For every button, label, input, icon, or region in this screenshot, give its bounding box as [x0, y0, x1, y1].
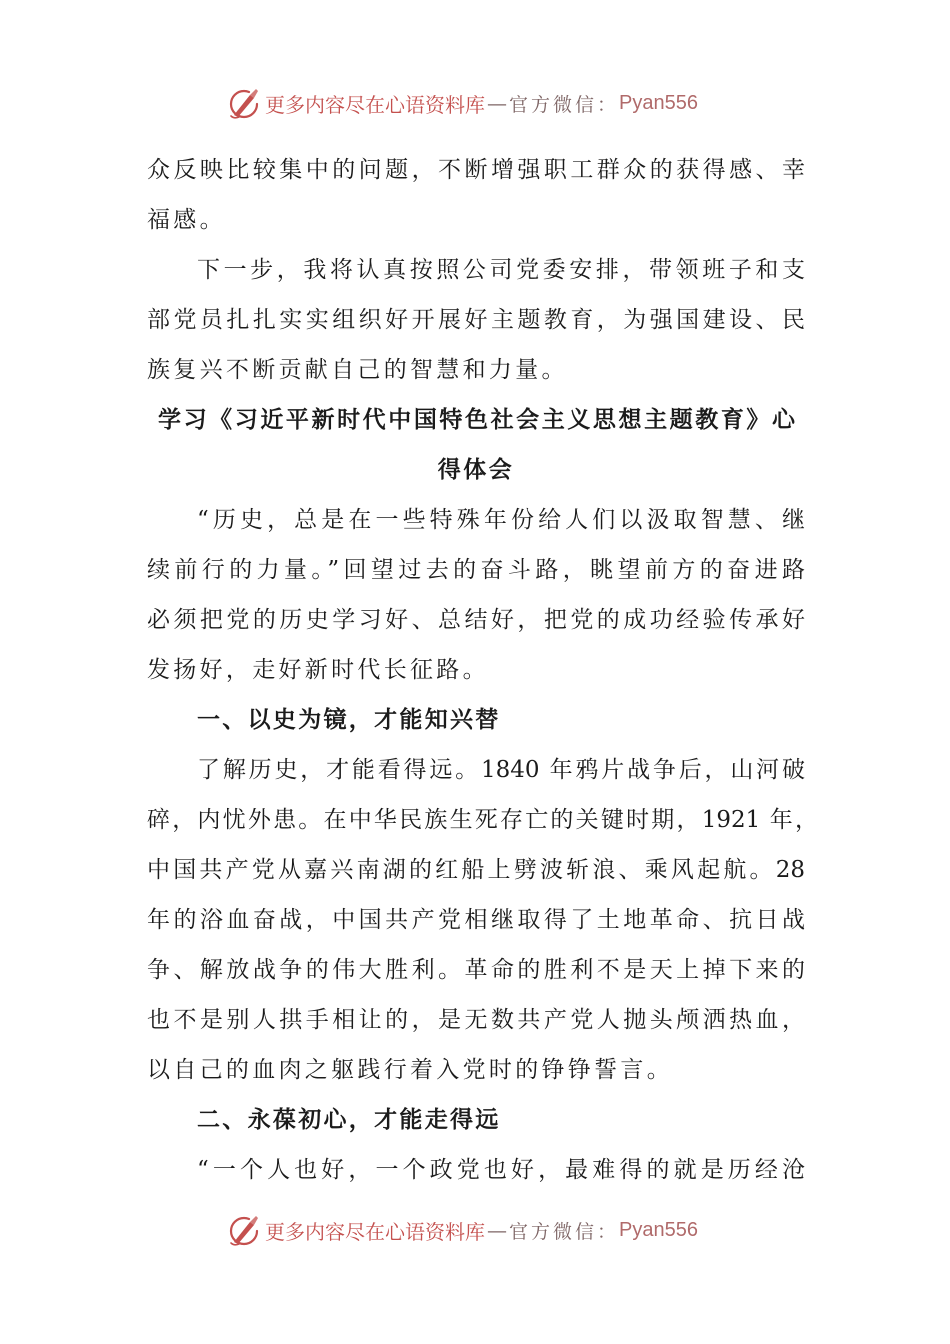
watermark-separator: — [487, 1218, 507, 1242]
watermark-wechat-label: 官方微信： [509, 1220, 620, 1243]
text-line: “历史，总是在一些特殊年份给人们以汲取智慧、继 [197, 507, 805, 533]
text-line: 争、解放战争的伟大胜利。革命的胜利不是天上掉下来的 [147, 957, 805, 983]
watermark-wechat-id: Pyan556 [619, 91, 698, 114]
watermark-site-text: 更多内容尽在心语资料库 [265, 1219, 485, 1244]
section-heading-1: 一、以史为镜，才能知兴替 [197, 707, 501, 733]
text-line: 部党员扎扎实实组织好开展好主题教育，为强国建设、民 [147, 307, 805, 333]
paragraph-continued [147, 145, 805, 245]
paragraph-intro [147, 495, 805, 695]
text-line: 续前行的力量。”回望过去的奋斗路，眺望前方的奋进路 [147, 557, 805, 583]
section-heading-2: 二、永葆初心，才能走得远 [197, 1107, 501, 1133]
text-line: 年的浴血奋战，中国共产党相继取得了土地革命、抗日战 [147, 907, 805, 933]
paragraph-next-step [147, 245, 805, 395]
text-line: 也不是别人拱手相让的，是无数共产党人抛头颅洒热血， [147, 1007, 805, 1033]
watermark-wechat-id: Pyan556 [619, 1218, 698, 1241]
watermark-site-text: 更多内容尽在心语资料库 [265, 92, 485, 117]
paragraph-section-1 [147, 745, 818, 1095]
pen-in-circle-logo-icon [226, 85, 262, 121]
text-line: 了解历史，才能看得远。1840 年鸦片战争后，山河破 [197, 757, 805, 783]
text-line: “一个人也好，一个政党也好，最难得的就是历经沧 [197, 1157, 805, 1183]
document-body [147, 145, 818, 1195]
article-title [147, 395, 805, 495]
paragraph-section-2 [147, 1145, 805, 1195]
text-line: 中国共产党从嘉兴南湖的红船上劈波斩浪、乘风起航。28 [147, 857, 805, 883]
text-line: 下一步，我将认真按照公司党委安排，带领班子和支 [197, 257, 805, 283]
text-line: 福感。 [147, 207, 226, 233]
text-line: 碎，内忧外患。在中华民族生死存亡的关键时期，1921 年， [147, 807, 818, 833]
watermark-separator: — [487, 91, 507, 115]
article-title-line: 得体会 [437, 457, 515, 483]
text-line: 以自己的血肉之躯践行着入党时的铮铮誓言。 [147, 1057, 673, 1083]
pen-in-circle-logo-icon [226, 1212, 262, 1248]
header-watermark [226, 85, 698, 121]
watermark-wechat-label: 官方微信： [509, 93, 620, 116]
text-line: 必须把党的历史学习好、总结好，把党的成功经验传承好 [147, 607, 805, 633]
footer-watermark [226, 1212, 698, 1248]
text-line: 族复兴不断贡献自己的智慧和力量。 [147, 357, 568, 383]
text-line: 众反映比较集中的问题，不断增强职工群众的获得感、幸 [147, 157, 805, 183]
article-title-line: 学习《习近平新时代中国特色社会主义思想主题教育》心 [158, 407, 795, 433]
text-line: 发扬好，走好新时代长征路。 [147, 657, 489, 683]
